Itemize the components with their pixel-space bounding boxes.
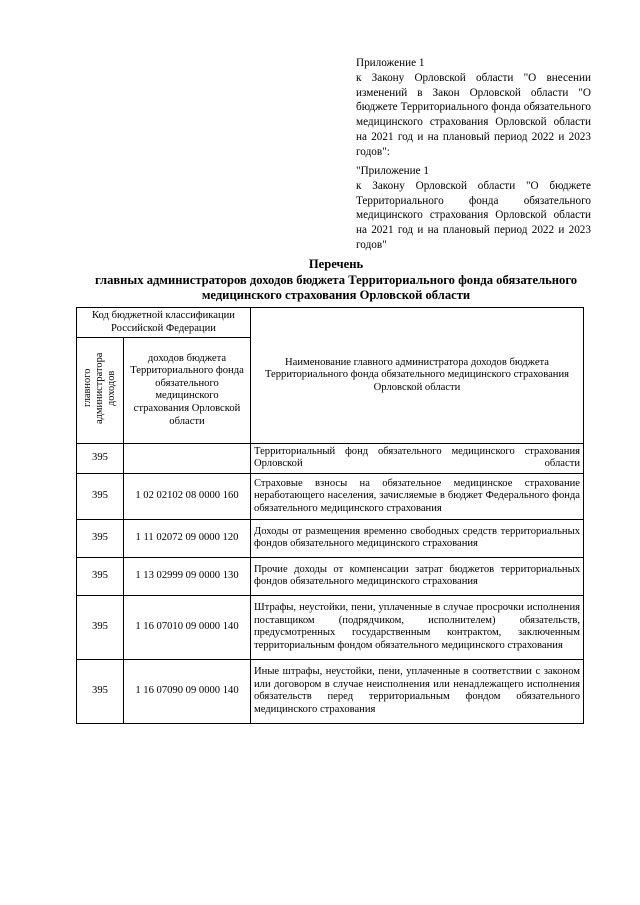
table-row (77, 595, 584, 659)
income-code-cell: 1 16 07090 09 0000 140 (124, 659, 251, 723)
title-line-1: Перечень (308, 257, 364, 271)
appendix-text: к Закону Орловской области "О внесении изменений в Закон Орловской области "О бюджете Территориального фонда обязательного медицинского страхования Орловской области на 2021 год и на плановый период 2022 и 2023 годов": (356, 71, 591, 158)
header-chief-administrator-label: главного администратора доходов (82, 352, 117, 424)
income-code-cell: 1 02 02102 08 0000 160 (124, 473, 251, 519)
income-name-cell: Иные штрафы, неустойки, пени, уплаченные в соответствии с законом или договором в случае неисполнения или ненадлежащего исполнения обязательств перед территориальным фондом обязательного медицинского страхования (251, 659, 584, 723)
admin-code-cell: 395 (77, 595, 124, 659)
income-name-cell: Территориальный фонд обязательного медицинского страхования Орловской области (251, 443, 584, 473)
document-title (70, 257, 602, 304)
income-code-cell: 1 13 02999 09 0000 130 (124, 557, 251, 595)
appendix-note-original (356, 164, 591, 253)
header-chief-administrator (77, 338, 124, 444)
table-row (77, 443, 584, 473)
table-body (77, 443, 584, 723)
admin-code-cell: 395 (77, 557, 124, 595)
income-name-cell: Страховые взносы на обязательное медицинское страхование неработающего населения, зачисляемые в бюджет Федерального фонда обязательного медицинского страхования (251, 473, 584, 519)
admin-code-cell: 395 (77, 473, 124, 519)
header-budget-classification: Код бюджетной классификации Российской Федерации (77, 308, 251, 338)
income-name-cell: Доходы от размещения временно свободных средств территориальных фондов обязательного медицинского страхования (251, 519, 584, 557)
income-name-cell: Штрафы, неустойки, пени, уплаченные в случае просрочки исполнения поставщиком (подрядчиком, исполнителем) обязательств, предусмотренных государственным контрактом, заключенным территориальным фондом обязательного медицинского страхования (251, 595, 584, 659)
admin-code-cell: 395 (77, 519, 124, 557)
appendix-heading: "Приложение 1 (356, 165, 430, 177)
table-row (77, 659, 584, 723)
title-line-2: главных администраторов доходов бюджета Территориального фонда обязательного медицинского страхования Орловской области (94, 272, 578, 302)
table-row (77, 473, 584, 519)
appendix-note-amendment (356, 56, 591, 160)
income-code-cell (124, 443, 251, 473)
admin-code-cell: 395 (77, 659, 124, 723)
appendix-text: к Закону Орловской области "О бюджете Территориального фонда обязательного медицинского страхования Орловской области на 2021 год и на плановый период 2022 и 2023 годов" (356, 179, 591, 251)
income-name-cell: Прочие доходы от компенсации затрат бюджетов территориальных фондов обязательного медицинского страхования (251, 557, 584, 595)
administrators-table (76, 307, 584, 724)
appendix-heading: Приложение 1 (356, 57, 425, 69)
header-income-code: доходов бюджета Территориального фонда обязательного медицинского страхования Орловской области (124, 338, 251, 444)
table-row (77, 557, 584, 595)
income-code-cell: 1 11 02072 09 0000 120 (124, 519, 251, 557)
header-administrator-name: Наименование главного администратора доходов бюджета Территориального фонда обязательного медицинского страхования Орловской области (251, 308, 584, 444)
table-row (77, 519, 584, 557)
admin-code-cell: 395 (77, 443, 124, 473)
income-code-cell: 1 16 07010 09 0000 140 (124, 595, 251, 659)
